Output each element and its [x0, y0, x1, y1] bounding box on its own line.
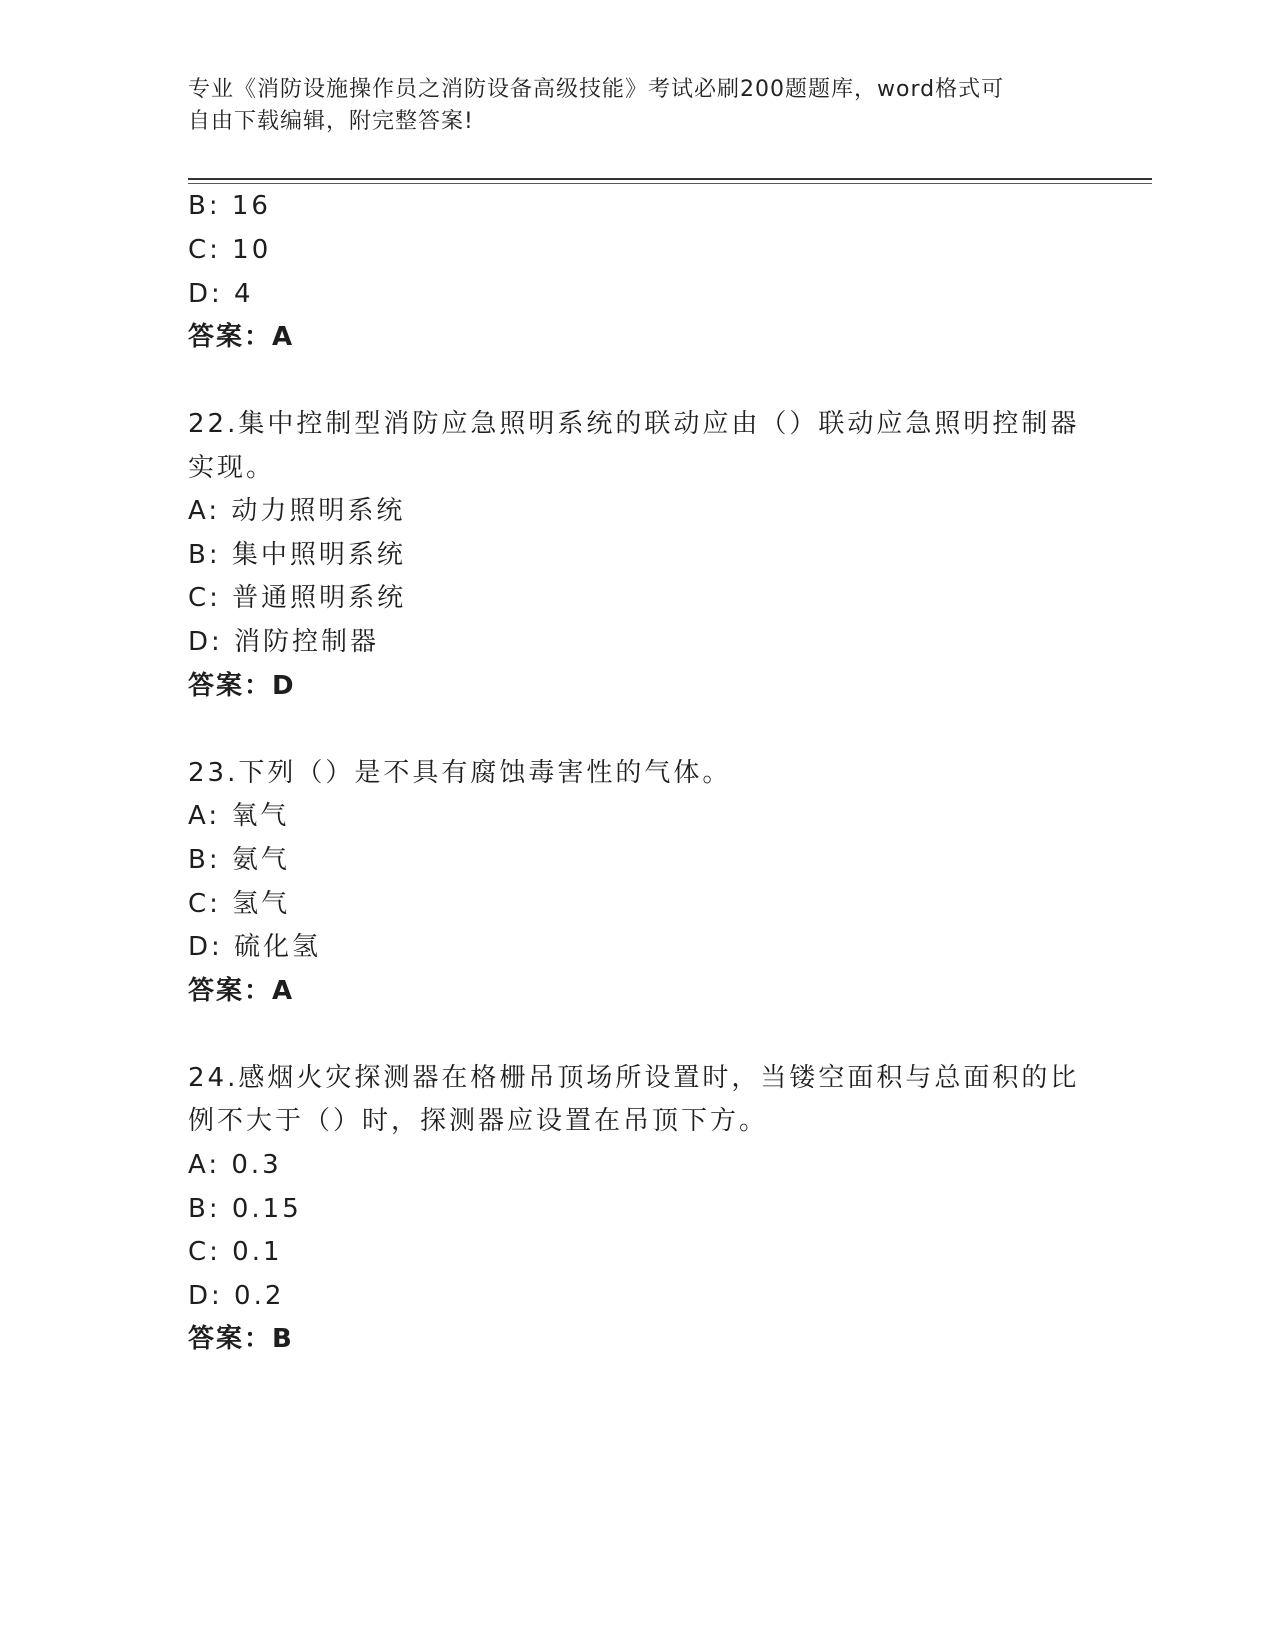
header-line-1: 专业《消防设施操作员之消防设备高级技能》考试必刷200题题库，word格式可 [188, 77, 1005, 102]
header-divider-thin [188, 183, 1152, 184]
option-a: A: 氧气 [188, 801, 290, 831]
answer-line [188, 975, 293, 1007]
option-c: C: 普通照明系统 [188, 583, 407, 613]
option-a: A: 0.3 [188, 1150, 282, 1180]
answer-line [188, 670, 295, 702]
answer-label: 答案： [188, 671, 273, 701]
option-d: D: 硫化氢 [188, 932, 322, 962]
option-b: B: 氨气 [188, 845, 290, 875]
option-c: C: 0.1 [188, 1237, 283, 1267]
header-line-2: 自由下载编辑，附完整答案! [188, 109, 474, 134]
option-b: B: 16 [188, 191, 271, 221]
answer-line [188, 321, 293, 353]
answer-value: A [272, 322, 294, 352]
question-stem-line: 例不大于（）时，探测器应设置在吊顶下方。 [188, 1106, 769, 1136]
option-d: D: 消防控制器 [188, 627, 380, 657]
answer-label: 答案： [188, 322, 273, 352]
option-c: C: 10 [188, 235, 272, 265]
answer-value: B [272, 1324, 293, 1354]
option-d: D: 0.2 [188, 1281, 285, 1311]
question-stem-line: 实现。 [188, 453, 276, 483]
answer-value: D [272, 671, 295, 701]
question-stem-line: 22.集中控制型消防应急照明系统的联动应由（）联动应急照明控制器 [188, 409, 1080, 439]
option-b: B: 集中照明系统 [188, 540, 406, 570]
option-d: D: 4 [188, 279, 254, 309]
option-c: C: 氢气 [188, 889, 291, 919]
header-divider-thick [188, 178, 1152, 180]
answer-label: 答案： [188, 1324, 273, 1354]
option-a: A: 动力照明系统 [188, 496, 406, 526]
question-stem-line: 23.下列（）是不具有腐蚀毒害性的气体。 [188, 758, 732, 788]
question-stem-line: 24.感烟火灾探测器在格栅吊顶场所设置时，当镂空面积与总面积的比 [188, 1063, 1080, 1093]
answer-label: 答案： [188, 976, 273, 1006]
option-b: B: 0.15 [188, 1194, 302, 1224]
document-header [188, 74, 1068, 138]
answer-value: A [272, 976, 294, 1006]
answer-line [188, 1323, 293, 1355]
